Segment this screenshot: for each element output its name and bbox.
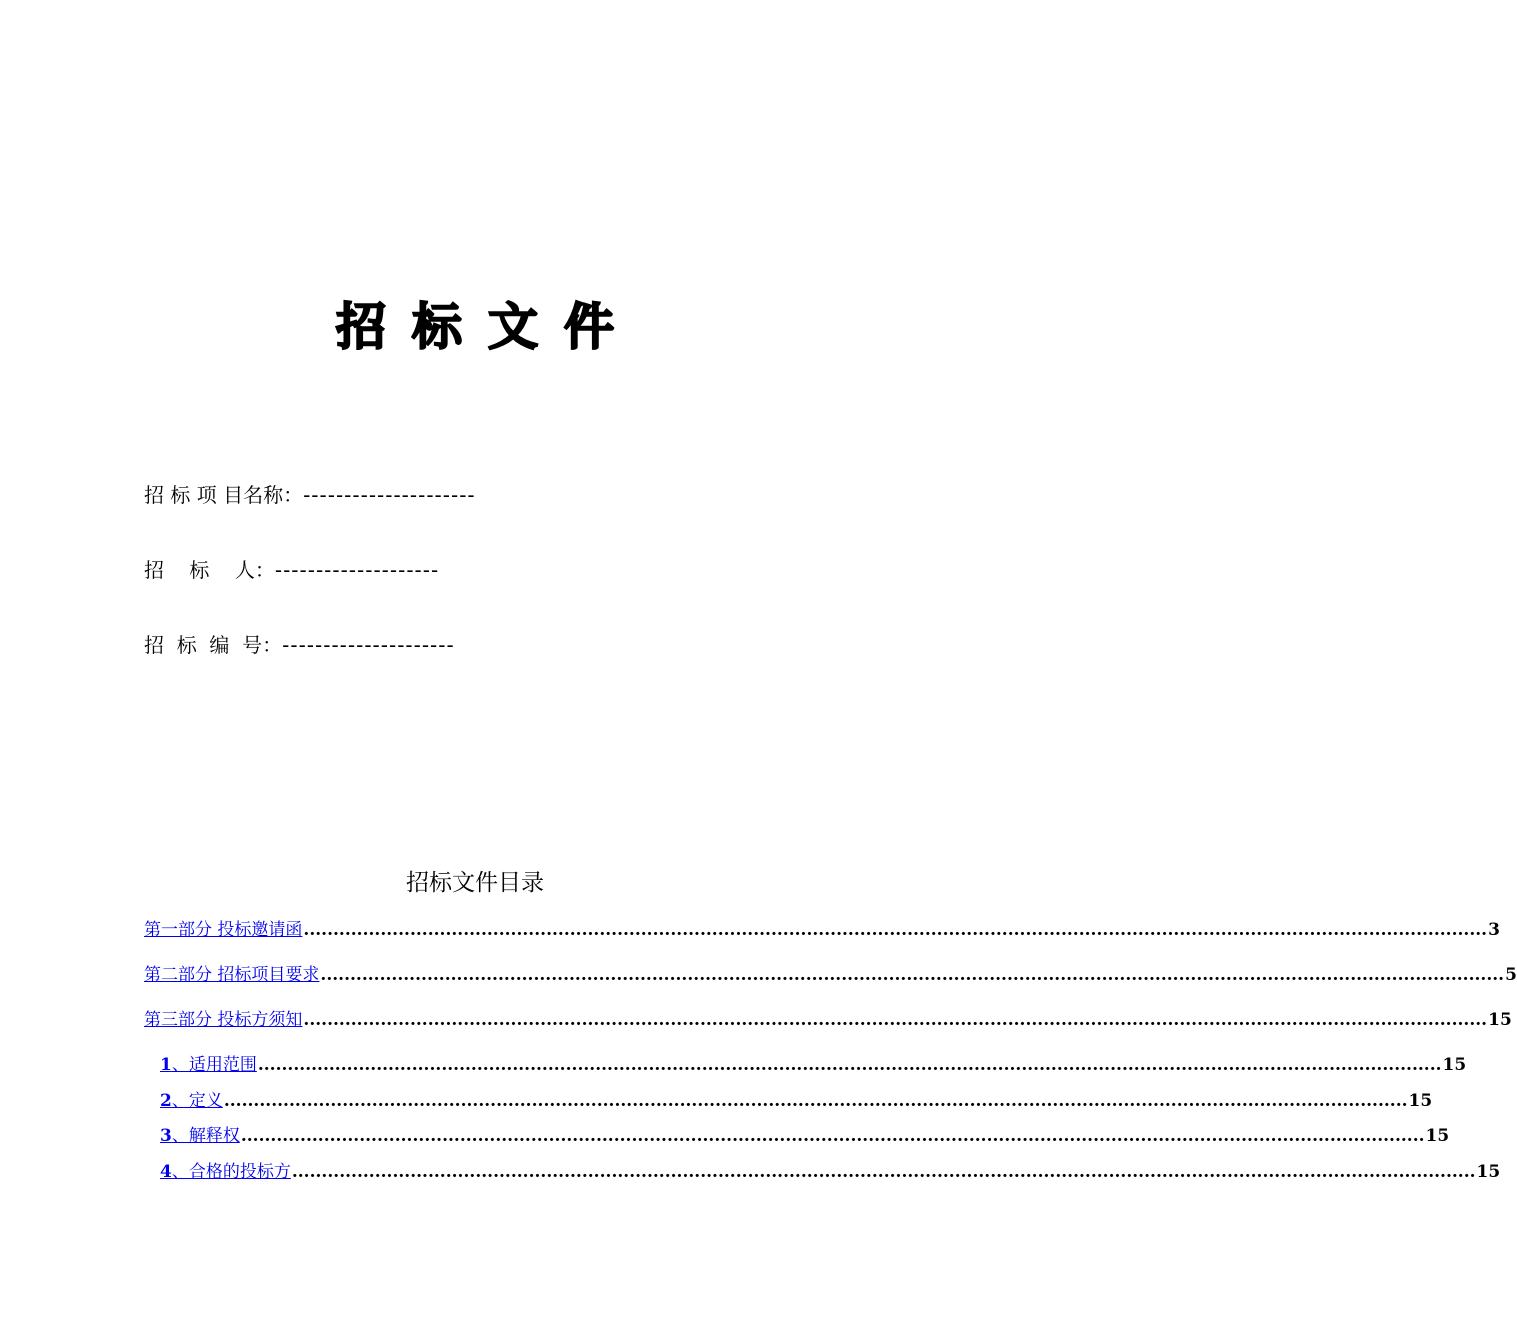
field-value: --------------------- [303,483,476,507]
toc-entry-section-2 [160,1087,1433,1113]
toc-leader-dots: ........................................................................................................................................................................................................ [303,920,1488,940]
toc-section-number: 3 [160,1126,172,1146]
toc-page-number: 3 [1488,920,1500,940]
toc-page-number: 15 [1442,1055,1467,1075]
toc-entry-part-2 [144,961,1517,987]
toc-link[interactable]: 第三部分 投标方须知 [144,1010,303,1030]
toc-page-number: 15 [1425,1126,1450,1146]
document-title: 招标文件 [336,298,640,356]
toc-link[interactable] [160,1124,240,1148]
toc-section-label: 、适用范围 [171,1055,257,1075]
toc-section-number: 2 [160,1091,172,1111]
field-value: -------------------- [274,558,440,582]
toc-entry-part-1 [144,916,1500,942]
toc-leader-dots: ........................................................................................................................................................................................................ [320,965,1505,985]
toc-entry-section-1 [160,1051,1467,1077]
toc-entry-section-4 [160,1158,1501,1184]
field-label: 招 标 人： [144,558,275,582]
toc-page-number: 15 [1408,1091,1433,1111]
toc-link[interactable] [160,1053,257,1077]
toc-link[interactable]: 第一部分 投标邀请函 [144,920,303,940]
toc-section-label: 、定义 [171,1091,223,1111]
toc-section-label: 、解释权 [171,1126,240,1146]
toc-title: 招标文件目录 [406,870,544,896]
field-value: --------------------- [282,633,455,657]
field-label: 招 标 编 号： [144,633,283,657]
toc-leader-dots: ........................................................................................................................................................................................................ [303,1010,1488,1030]
toc-page-number: 5 [1505,965,1517,985]
toc-entry-part-3 [144,1006,1512,1032]
field-project-name [144,480,476,510]
toc-leader-dots: ........................................................................................................................................................................................................ [291,1162,1476,1182]
toc-section-label: 、合格的投标方 [171,1162,291,1182]
toc-leader-dots: ........................................................................................................................................................................................................ [240,1126,1425,1146]
toc-entry-section-3 [160,1122,1450,1148]
toc-link[interactable] [160,1089,223,1113]
toc-page-number: 15 [1488,1010,1512,1030]
field-tenderer [144,555,439,585]
field-tender-number [144,630,455,660]
toc-link[interactable] [160,1160,291,1184]
toc-section-number: 4 [160,1162,172,1182]
field-label: 招 标 项 目名称： [144,483,304,507]
toc-page-number: 15 [1476,1162,1501,1182]
toc-link[interactable]: 第二部分 招标项目要求 [144,965,320,985]
toc-leader-dots: ........................................................................................................................................................................................................ [223,1091,1408,1111]
toc-section-number: 1 [160,1055,172,1075]
toc-leader-dots: ........................................................................................................................................................................................................ [257,1055,1442,1075]
